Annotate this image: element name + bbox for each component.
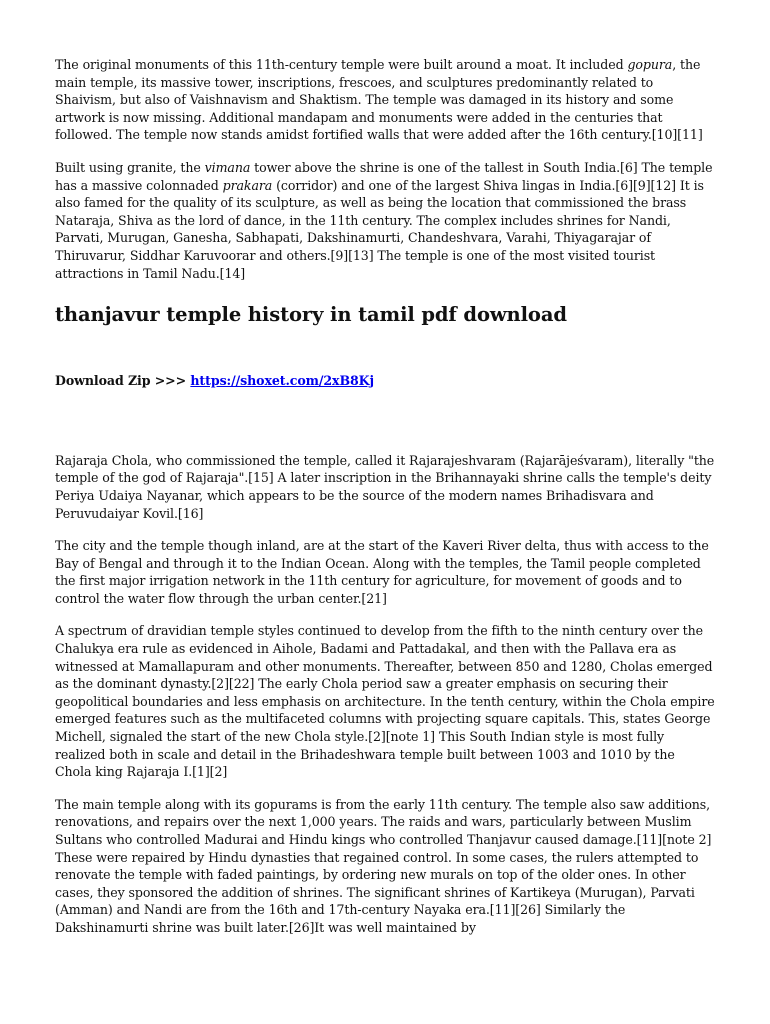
paragraph-rajaraja: Rajaraja Chola, who commissioned the temple, called it Rajarajeshvaram (Rajarājeśvaram), literally "the temple of the god of Rajaraja".[15] A later inscription in the Brihannayaki shrine calls the temple's deity Periya Udaiya Nayanar, which appears to be the source of the modern names Brihadisvara and Peruvudaiyar Kovil.[16] [55,452,715,521]
document-page [55,56,715,937]
download-link[interactable]: https://shoxet.com/2xB8Kj [190,373,374,389]
term-prakara: prakara [222,177,273,193]
download-label: Download Zip >>> [55,373,191,389]
paragraph-dravidian-styles: A spectrum of dravidian temple styles continued to develop from the fifth to the ninth century over the Chalukya era rule as evidenced in Aihole, Badami and Pattadakal, and then with the Pallava era as witnessed at Mamallapuram and other monuments. Thereafter, between 850 and 1280, Cholas emerged as the dominant dynasty.[2][22] The early Chola period saw a greater emphasis on securing their geopolitical boundaries and less emphasis on architecture. In the tenth century, within the Chola empire emerged features such as the multifaceted columns with projecting square capitals. This, states George Michell, signaled the start of the new Chola style.[2][note 1] This South Indian style is most fully realized both in scale and detail in the Brihadeshwara temple built between 1003 and 1010 by the Chola king Rajaraja I.[1][2] [55,623,715,780]
paragraph-delta: The city and the temple though inland, are at the start of the Kaveri River delta, thus with access to the Bay of Bengal and through it to the Indian Ocean. Along with the temples, the Tamil people completed the first major irrigation network in the 11th century for agriculture, for movement of goods and to control the water flow through the urban center.[21] [55,538,709,606]
paragraph-main-temple: The main temple along with its gopurams is from the early 11th century. The temple also saw additions, renovations, and repairs over the next 1,000 years. The raids and wars, particularly between Muslim Sultans who controlled Madurai and Hindu kings who controlled Thanjavur caused damage.[11][note 2] These were repaired by Hindu dynasties that regained control. In some cases, the rulers attempted to renovate the temple with faded paintings, by ordering new murals on top of the older ones. In other cases, they sponsored the addition of shrines. The significant shrines of Kartikeya (Murugan), Parvati (Amman) and Nandi are from the 16th and 17th-century Nayaka era.[11][26] Similarly the Dakshinamurti shrine was built later.[26]It was well maintained by [55,796,712,935]
paragraph-monuments: The original monuments of this 11th-century temple were built around a moat. It included gopura, the main temple, its massive tower, inscriptions, frescoes, and sculptures predominantly related to Shaivism, but also of Vaishnavism and Shaktism. The temple was damaged in its history and some artwork is now missing. Additional mandapam and monuments were added in the centuries that followed. The temple now stands amidst fortified walls that were added after the 16th century.[10][11] [55,57,703,143]
term-vimana: vimana [204,159,251,175]
download-line [55,372,715,390]
paragraph-granite: Built using granite, the vimana tower above the shrine is one of the tallest in South India.[6] The temple has a massive colonnaded prakara (corridor) and one of the largest Shiva lingas in India.[6][9][12] It is also famed for the quality of its sculpture, as well as being the location that commissioned the brass Nataraja, Shiva as the lord of dance, in the 11th century. The complex includes shrines for Nandi, Parvati, Murugan, Ganesha, Sabhapati, Dakshinamurti, Chandeshvara, Varahi, Thiyagarajar of Thiruvarur, Siddhar Karuvoorar and others.[9][13] The temple is one of the most visited tourist attractions in Tamil Nadu.[14] [55,159,713,281]
term-gopura: gopura [627,57,673,72]
page-heading: thanjavur temple history in tamil pdf download [55,303,567,327]
